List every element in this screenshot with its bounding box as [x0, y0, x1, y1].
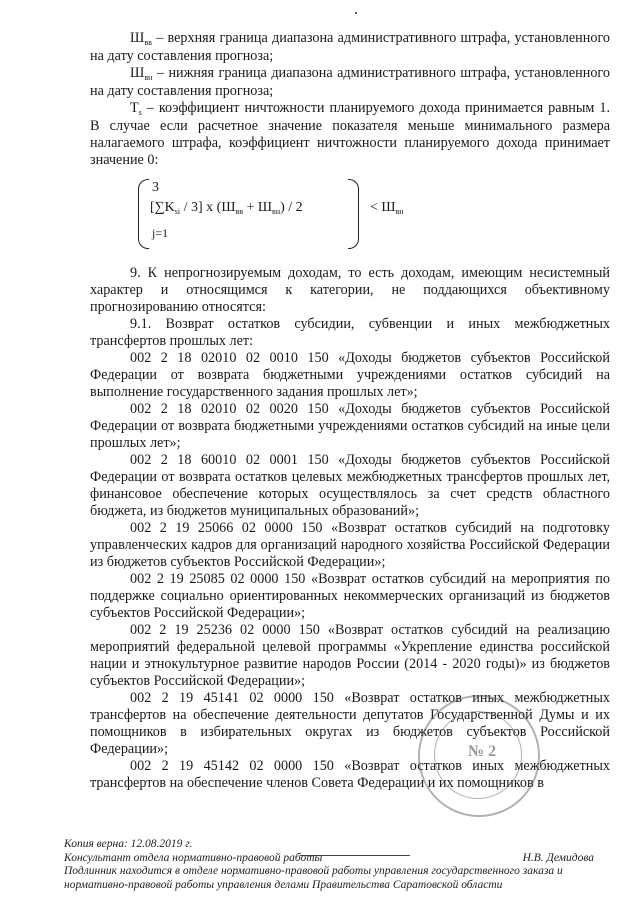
formula-sum-lower: j=1 — [152, 226, 169, 240]
paragraph: 002 2 19 45141 02 0000 150 «Возврат остатков иных межбюджетных трансфертов на обеспечение деятельности депутатов Государственной Думы и их помощников в избирательных округах из бюджетов субъектов Российской Федерации»; — [90, 690, 610, 757]
formula — [138, 177, 610, 253]
official-seal — [418, 695, 540, 817]
symbol-shn: Ш — [130, 65, 145, 81]
formula-relation: < $Ш_{вн}$ — [370, 200, 404, 216]
signatory-position: Консультант отдела нормативно-правовой работы — [64, 851, 323, 864]
definition-shn-text: – нижняя граница диапазона административного штрафа, установленного на дату составления прогноза; — [90, 65, 610, 99]
paragraph: 9. К непрогнозируемым доходам, то есть доходам, имеющим несистемный характер и относящимся к категории, не поддающихся объективному прогнозированию относятся: — [90, 265, 610, 315]
signatory-row — [64, 852, 594, 866]
symbol-shv: Ш — [130, 30, 145, 46]
certification-footer — [64, 838, 594, 892]
paragraph: 002 2 18 02010 02 0010 150 «Доходы бюджетов субъектов Российской Федерации от возврата бюджетными учреждениями остатков субсидий на выполнение государственного задания прошлых лет»; — [90, 350, 610, 400]
definition-shn: $Ш_{вн}$ – нижняя граница диапазона административного штрафа, установленного на дату составления прогноза; — [90, 65, 610, 99]
paragraph: 002 2 18 60010 02 0001 150 «Доходы бюджетов субъектов Российской Федерации от возврата остатков целевых межбюджетных трансфертов прошлых лет, финансовое обеспечение которых осуществлялось за счет средств областного бюджета, из бюджетов муниципальных образований»; — [90, 452, 610, 519]
definition-shv-text: – верхняя граница диапазона административного штрафа, установленного на дату составления прогноза; — [90, 30, 611, 64]
scan-speck — [355, 12, 357, 14]
definition-t-text: – коэффициент ничтожности планируемого дохода принимается равным 1. В случае если расчетное значение показателя меньше минимального размера налагаемого штрафа, коэффициент ничтожности планируемого дохода принимает значение 0: — [90, 100, 611, 168]
signatory-name: Н.В. Демидова — [522, 851, 594, 864]
paragraph: 9.1. Возврат остатков субсидии, субвенции и иных межбюджетных трансфертов прошлых лет: — [90, 316, 610, 349]
formula-left-paren — [138, 179, 149, 249]
formula-right-paren — [348, 179, 359, 249]
formula-sum-upper: 3 — [152, 180, 159, 195]
paragraph: 002 2 19 25085 02 0000 150 «Возврат остатков субсидий на мероприятия по поддержке социально ориентированных некоммерческих организаций из бюджетов субъектов Российской Федерации»; — [90, 571, 610, 621]
paragraph: 002 2 19 25236 02 0000 150 «Возврат остатков субсидий на реализацию мероприятий федеральной целевой программы «Укрепление единства российской нации и этнокультурное развитие народов России (2014 - 2020 годы)» из бюджетов субъектов Российской Федерации»; — [90, 622, 610, 689]
paragraph: 002 2 19 25066 02 0000 150 «Возврат остатков субсидий на подготовку управленческих кадров для организаций народного хозяйства Российской Федерации из бюджетов субъектов Российской Федерации»; — [90, 520, 610, 570]
copy-certified: Копия верна: 12.08.2019 г. — [64, 838, 193, 850]
paragraph: 002 2 19 45142 02 0000 150 «Возврат остатков иных межбюджетных трансфертов на обеспечение членов Совета Федерации и их помощников в — [90, 758, 610, 791]
definition-t: $T_s$ – коэффициент ничтожности планируемого дохода принимается равным 1. В случае если расчетное значение показателя меньше минимального размера налагаемого штрафа, коэффициент ничтожности планируемого дохода принимает значение 0: — [90, 100, 611, 168]
symbol-t: T — [130, 100, 139, 116]
definition-shv: $Ш_{вв}$ – верхняя граница диапазона административного штрафа, установленного на дату составления прогноза; — [90, 30, 611, 64]
paragraph: 002 2 18 02010 02 0020 150 «Доходы бюджетов субъектов Российской Федерации от возврата бюджетными учреждениями остатков субсидий на иные цели прошлых лет»; — [90, 401, 610, 451]
original-location-note: Подлинник находится в отделе нормативно-правовой работы управления государственного заказа и нормативно-правовой работы управления делами Правительства Саратовской области — [64, 865, 563, 891]
formula-expression: $[\sum K_{si} / 3]$ х $(Ш_{вв} + Ш_{вн}) / 2$ — [150, 200, 303, 216]
seal-number: № 2 — [468, 743, 497, 760]
document-body — [90, 30, 610, 792]
